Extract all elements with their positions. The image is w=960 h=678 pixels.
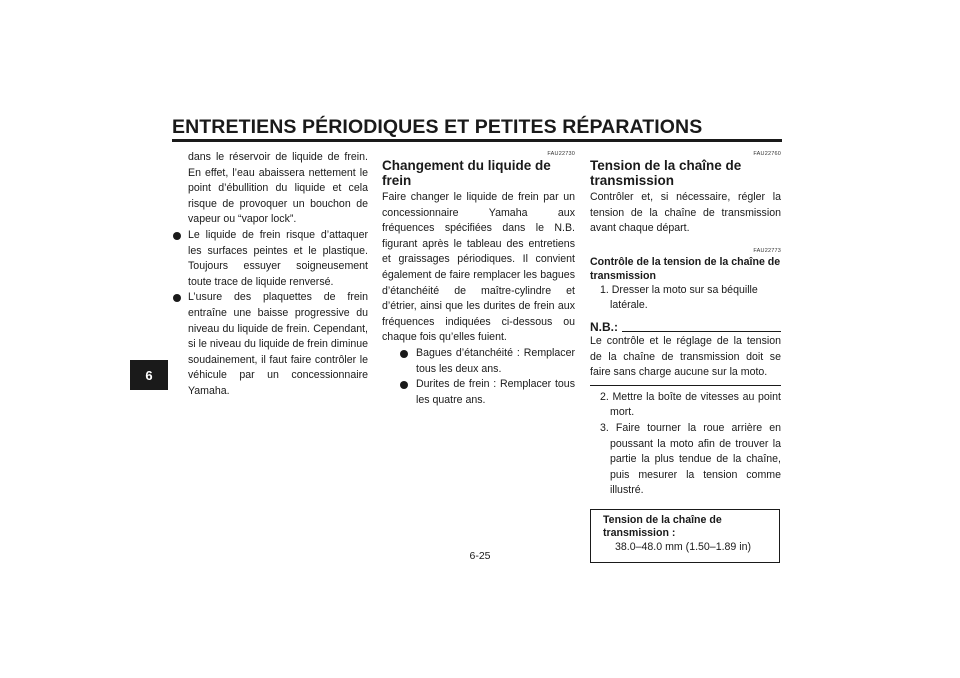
col1-paragraph: dans le réservoir de liquide de frein. En effet, l’eau abaissera nettement le point d’ébullition du liquide et cela risque de provoquer un bouchon de vapeur ou “vapor lock”.: [188, 151, 368, 226]
bullet-icon: [400, 350, 408, 358]
bullet-icon: [400, 381, 408, 389]
col3-paragraph: Contrôler et, si nécessaire, régler la tension de la chaîne de transmission avant chaque départ.: [590, 191, 781, 235]
spec-label: Tension de la chaîne de transmission :: [603, 513, 722, 539]
note-label: N.B.:: [590, 319, 618, 334]
note-text: Le contrôle et le réglage de la tension de la chaîne de transmission doit se faire sans charge aucune sur la moto.: [590, 334, 781, 379]
header-rule: [172, 139, 782, 142]
section-heading-chain-tension: Tension de la chaîne de transmission: [590, 158, 742, 188]
list-item: [382, 346, 575, 377]
page-header-title: ENTRETIENS PÉRIODIQUES ET PETITES RÉPARATIONS: [172, 116, 703, 138]
chapter-tab: 6: [130, 360, 168, 390]
bullet-icon: [173, 294, 181, 302]
section-code: FAU22773: [753, 247, 781, 254]
bullet-icon: [173, 232, 181, 240]
list-item: [172, 228, 368, 290]
subsection-heading: Contrôle de la tension de la chaîne de transmission: [590, 255, 781, 282]
list-item: [172, 290, 368, 399]
list-item-text: Durites de frein : Remplacer tous les quatre ans.: [416, 378, 575, 406]
column-3: [590, 150, 781, 563]
col2-paragraph: Faire changer le liquide de frein par un concessionnaire Yamaha aux fréquences spécifiées dans le N.B. figurant après le tableau des entretiens et graissages périodiques. Il convient également de faire remplacer les bagues d’étanchéité de maître-cylindre et d’étrier, ainsi que les durites de frein aux fréquences indiquées ci-dessous ou chaque fois qu’elles fuient.: [382, 191, 575, 344]
step-1: 1. Dresser la moto sur sa béquille latérale.: [600, 283, 758, 312]
section-code: FAU22730: [547, 151, 575, 157]
section-code: FAU22760: [753, 151, 781, 157]
spec-value: 38.0–48.0 mm (1.50–1.89 in): [615, 540, 752, 553]
list-item-text: L’usure des plaquettes de frein entraîne une baisse progressive du niveau du liquide de frein. Cependant, si le niveau du liquide de frein diminue soudainement, il faut faire contrôler le véhicule par un concessionnaire Yamaha.: [188, 291, 368, 397]
section-heading-brake-fluid: Changement du liquide de frein: [382, 158, 551, 188]
note-header: [590, 320, 781, 334]
list-item-text: Bagues d’étanchéité : Remplacer tous les deux ans.: [416, 346, 575, 375]
page-number: 6-25: [469, 550, 491, 562]
list-item-text: Le liquide de frein risque d’attaquer les surfaces peintes et le plastique. Toujours essuyer soigneusement toute trace de liquide renversé.: [188, 228, 368, 288]
spec-box: [590, 509, 780, 563]
list-item: [382, 377, 575, 408]
step-2: 2. Mettre la boîte de vitesses au point mort.: [600, 390, 781, 419]
note-rule: [622, 331, 781, 332]
column-1: [172, 150, 368, 400]
step-3: 3. Faire tourner la roue arrière en poussant la moto afin de trouver la partie la plus tendue de la chaîne, puis mesurer la tension comme illustré.: [600, 421, 781, 497]
note-bottom-rule: [590, 385, 781, 386]
column-2: [382, 150, 575, 408]
